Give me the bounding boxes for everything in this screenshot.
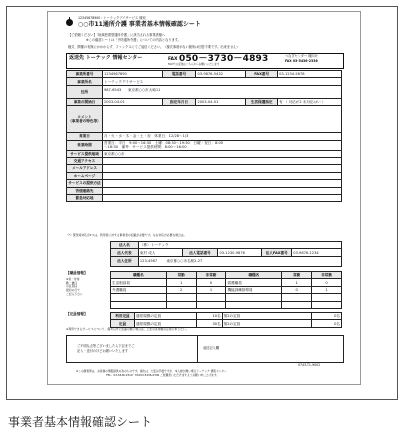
label-comment: コメント (77, 115, 92, 120)
value-rep-tel[interactable]: 03-1230-9876 (218, 249, 262, 256)
value-rep-fax[interactable]: 03-9876-1234 (292, 249, 342, 256)
value-insurance-note: （ 対応が2 未対応はい ） (283, 99, 326, 104)
reply-box-text-1: ご不明な点等ございましたら下記までご (77, 344, 135, 348)
value-service-time-cell[interactable] (102, 140, 341, 150)
value-service-time: 営業日：平日 9:00～16:30 土曜：08:30～19:30 日曜・祝日：8:00 (103, 140, 224, 145)
table-row (111, 279, 342, 286)
capacity-cell[interactable]: 30名 (196, 320, 222, 327)
staff-col: 職種名 (226, 272, 282, 279)
value-email[interactable] (102, 165, 341, 172)
label-address: 住所 (67, 85, 103, 98)
staff-side-line: 勤・兼任 (66, 280, 78, 285)
staff-cell[interactable] (226, 301, 282, 308)
staff-cell[interactable]: 生活相談員 (111, 279, 167, 286)
value-third-party[interactable] (102, 187, 341, 194)
value-corp-address: 東京都○○市名駅2-27 (166, 259, 203, 264)
table-row (111, 313, 342, 320)
label-corp-address: 法人住所 (111, 256, 139, 266)
label-rep-tel: 法人電話番号 (182, 249, 218, 256)
value-address-cell[interactable] (102, 85, 341, 98)
value-insurance-cell[interactable] (278, 98, 342, 105)
label-comment-cell (67, 106, 103, 133)
value-business-days[interactable]: 月・火・水・木・金・土・祝 休業日：12/28～1/3 (102, 133, 341, 140)
value-corp-address-cell[interactable] (138, 256, 341, 266)
staff-cell[interactable] (166, 294, 196, 301)
intro-line-1: 【ご依頼ください】「地域密着型通所介護」に該当される事業者様へ (68, 33, 166, 37)
footer-line-1: ※この調査票は、お客様の情報提供の為のものです。提出は、大変お手数ですが、本人様が無い場合トーテック 情報センター (76, 369, 227, 373)
staff-cell[interactable]: 0 (196, 279, 226, 286)
capacity-cell[interactable]: 0名 (312, 320, 342, 327)
label-fax: FAX番号 (246, 71, 278, 78)
capacity-table (110, 312, 342, 328)
label-rep-fax: 法人FAX番号 (262, 249, 292, 256)
reply-box-text-2: 記入・送付のほどお願いいたします (77, 349, 128, 353)
staff-cell[interactable]: 機能訓練指導員 (226, 286, 282, 293)
staff-col: 非常勤 (312, 272, 342, 279)
value-name[interactable]: トーテックデイサービス (102, 78, 341, 85)
label-corp-name: 法人名 (111, 242, 139, 249)
staff-cell[interactable] (312, 301, 342, 308)
staff-col: 職種名 (111, 272, 167, 279)
label-service-content: サービスの提供方法 (68, 181, 101, 186)
reply-box-divider (197, 336, 198, 362)
label-rep: 法人代表 (111, 249, 139, 256)
value-service-time-2: ～16:30 備考：サービス提供時間：8:00～16:00 (103, 145, 187, 150)
value-open-date[interactable]: 2003-04-01 (102, 98, 162, 105)
staff-cell[interactable] (226, 294, 282, 301)
label-open-date: 事業の開始日 (67, 98, 103, 105)
staff-cell[interactable] (196, 301, 226, 308)
label-comment-sub: （事業者の特色等） (68, 119, 101, 124)
label-id: 事業所番号 (67, 71, 103, 78)
staff-section-title: 【職員情報】 (66, 271, 88, 275)
staff-col: 常勤 (282, 272, 312, 279)
value-homepage[interactable] (102, 172, 341, 179)
staff-side-note (66, 278, 83, 296)
reply-box-label: 返信記入欄 (203, 346, 219, 350)
fee-section-title: 【定員情報】 (66, 312, 88, 316)
value-corp-postal: 123-4567 (139, 259, 158, 264)
staff-cell[interactable]: 0 (282, 286, 312, 293)
staff-cell[interactable] (111, 294, 167, 301)
staff-side-line: ご記入下さい (66, 291, 83, 296)
staff-cell[interactable]: 介護職員 (111, 286, 167, 293)
label-email: メールアドレス (67, 165, 103, 172)
business-info-table (66, 70, 342, 202)
label-homepage: ホームページ (67, 172, 103, 179)
staff-col: 常勤 (166, 272, 196, 279)
document-sheet (48, 12, 360, 384)
staff-cell[interactable]: 1 (166, 279, 196, 286)
staff-cell[interactable]: 1 (196, 286, 226, 293)
staff-side-line: 最初の行で (66, 287, 80, 292)
send-to-label: 返送先 トーテック 情報センター (69, 55, 143, 61)
staff-cell[interactable]: 1 (312, 286, 342, 293)
value-insurance: 有 (279, 99, 283, 104)
send-to-box (66, 53, 344, 69)
bottom-note: ※利用できるサービスについて、備考以外に記載の無い場合は、上記の各規模の定員に準じたい。 (66, 327, 189, 331)
capacity-cell[interactable]: 0名 (312, 313, 342, 320)
value-access[interactable] (102, 157, 341, 164)
staff-cell[interactable] (312, 294, 342, 301)
value-designated[interactable]: 2003-04-01 (196, 98, 246, 105)
label-insurance: 生活保護指定 (246, 98, 278, 105)
table-row (111, 286, 342, 293)
staff-cell[interactable] (166, 301, 196, 308)
brand-line: 12345678900 : トーテックデイサービス 様宛 (78, 16, 146, 20)
label-designated: 指定年月日 (162, 98, 196, 105)
staff-cell[interactable] (111, 301, 167, 308)
value-comment[interactable] (102, 106, 341, 133)
capacity-cell: 第2の定員 (222, 313, 312, 320)
fax-number: 050－3730－4893 (179, 54, 269, 64)
staff-cell[interactable]: 1 (282, 279, 312, 286)
value-emergency[interactable] (102, 194, 341, 201)
footer-line-2: TEL：03-5436-2319・FAX03-5436-2336 ご依頼書いただけますようお願い申し上げます。 (106, 373, 220, 377)
fax-prefix: FAX (168, 57, 178, 62)
label-tel: 電話番号 (162, 71, 196, 78)
reply-box (66, 335, 344, 363)
value-id[interactable]: 1234567890 (102, 71, 162, 78)
apple-logo-icon (66, 19, 73, 26)
contact-top: つなぎセンター 様向け (285, 54, 318, 58)
staff-cell[interactable] (282, 294, 312, 301)
image-caption: 事業者基本情報確認シート (8, 415, 153, 429)
value-service-content[interactable] (102, 180, 341, 187)
label-service-area: サービス提供地域 (67, 150, 103, 157)
label-business-days: 営業日 (67, 133, 103, 140)
label-third-party: 苦情連絡先 (67, 187, 103, 194)
value-address: 東京都○○市大崎11 (127, 87, 161, 92)
value-postal: 987-6543 (103, 87, 122, 92)
capacity-cell: 通常規模の定員 (134, 320, 196, 327)
table-row (111, 301, 342, 308)
value-corp-name[interactable]: （株）トーテック (138, 242, 341, 249)
label-service-time: 営業時間 (67, 140, 103, 150)
staff-cell[interactable]: 2 (166, 286, 196, 293)
capacity-cell[interactable]: 10名 (196, 313, 222, 320)
value-rep[interactable]: 東村 成人 (138, 249, 182, 256)
staff-side-line: ※常・非常 (66, 277, 80, 281)
staff-col: 非常勤 (196, 272, 226, 279)
contact-fax: FAX 03-5436-2336 (285, 59, 318, 63)
capacity-cell: 利用定員 (111, 313, 135, 320)
staff-table (110, 271, 342, 309)
value-tel[interactable]: 03-9876-5432 (196, 71, 246, 78)
intro-line-3: 様式、開催の有無にかかわらず、ファックスにてご返信ください。（様式事項がない箇所は回答不要です。出来ません） (68, 45, 240, 49)
capacity-cell: 定員 (111, 320, 135, 327)
label-access: 交通アクセス (67, 157, 103, 164)
staff-cell[interactable]: 看護職員 (226, 279, 282, 286)
staff-cell[interactable] (282, 301, 312, 308)
capacity-cell: 通常規模の定員 (134, 313, 196, 320)
staff-cell[interactable]: 0 (312, 279, 342, 286)
label-name: 事業所名 (67, 78, 103, 85)
label-emergency: 緊急対応地 (67, 194, 103, 201)
table-row (111, 294, 342, 301)
capacity-cell: 第2の定員 (222, 320, 312, 327)
form-note: （*）緊急時対応が1つは、利用者に対する事業者の記載が必要です。なお対応が必要な場合は。 (66, 233, 187, 237)
value-fax[interactable]: 03-1234-5678 (278, 71, 342, 78)
corporation-table (110, 241, 342, 267)
intro-line-2: ※この確認シートは「予防通所介護」についての内容となります。 (86, 38, 181, 42)
staff-side-line: の区別は (66, 284, 78, 289)
fax-subtext: FAXでの返送はこちらからお願いいたします (168, 63, 220, 66)
document-title: ○○市11通所介護 事業者基本情報確認シート (78, 21, 201, 28)
staff-cell[interactable] (196, 294, 226, 301)
value-service-area[interactable]: 東京都○○市 (102, 150, 341, 157)
form-code: 0743-T1-9002 (298, 363, 321, 367)
